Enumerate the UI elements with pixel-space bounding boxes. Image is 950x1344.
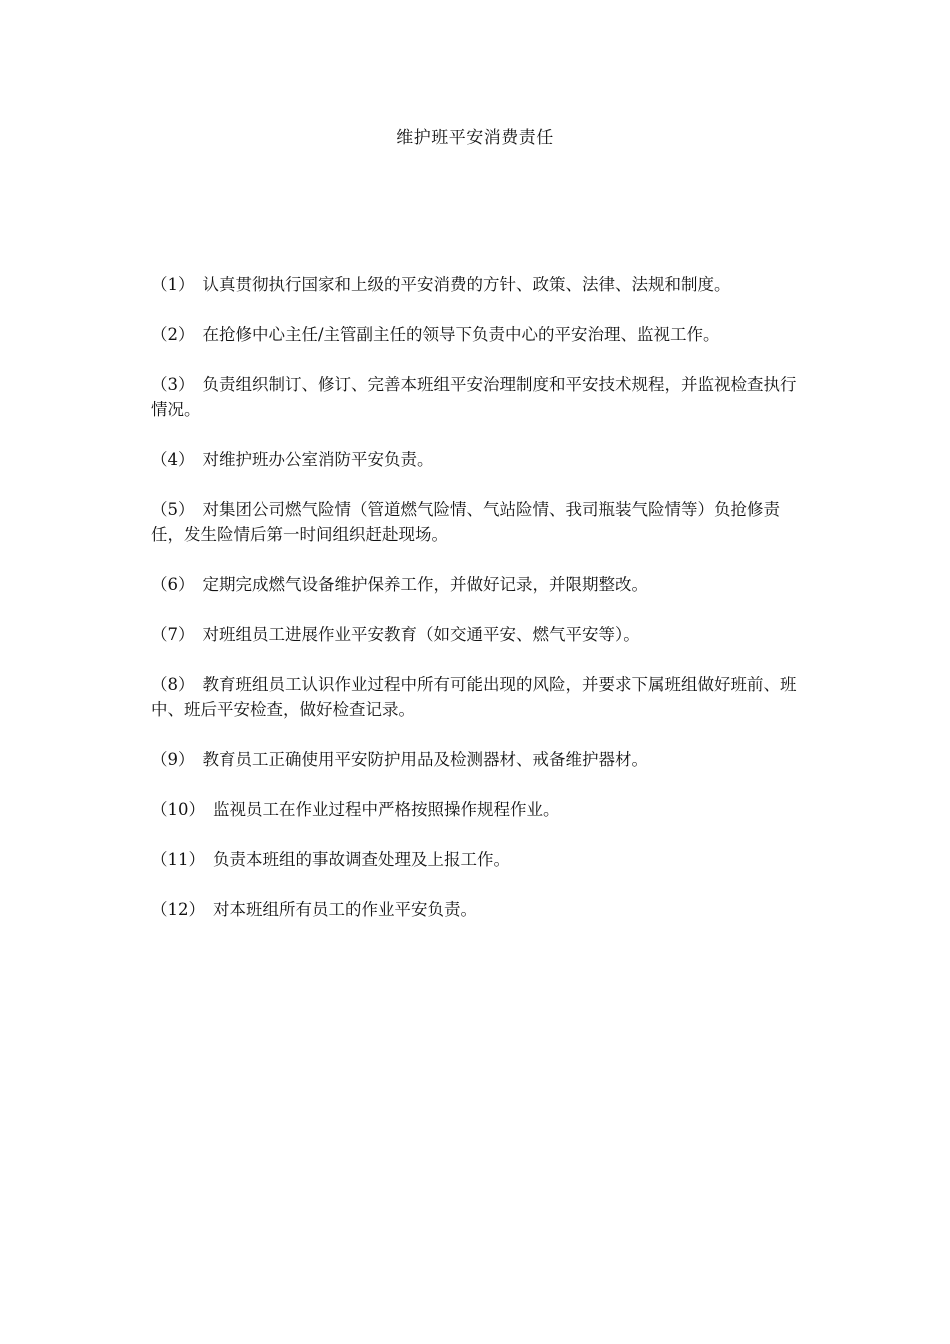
item-text: 对维护班办公室消防平安负责。 — [202, 450, 434, 469]
list-item — [151, 747, 799, 772]
list-item — [151, 497, 799, 547]
item-number: （2） — [151, 325, 195, 344]
list-item — [151, 372, 799, 422]
item-number: （5） — [151, 500, 195, 519]
item-text: 监视员工在作业过程中严格按照操作规程作业。 — [213, 800, 560, 819]
list-item — [151, 847, 799, 872]
item-number: （10） — [151, 800, 205, 819]
list-item — [151, 897, 799, 922]
responsibility-list — [151, 272, 799, 947]
item-text: 教育班组员工认识作业过程中所有可能出现的风险，并要求下属班组做好班前、班中、班后平安检查，做好检查记录。 — [151, 675, 797, 719]
item-text: 教育员工正确使用平安防护用品及检测器材、戒备维护器材。 — [202, 750, 648, 769]
item-text: 对集团公司燃气险情（管道燃气险情、气站险情、我司瓶装气险情等）负抢修责任，发生险情后第一时间组织赶赴现场。 — [151, 500, 780, 544]
item-number: （3） — [151, 375, 195, 394]
item-text: 定期完成燃气设备维护保养工作，并做好记录，并限期整改。 — [202, 575, 648, 594]
list-item — [151, 447, 799, 472]
item-text: 在抢修中心主任/主管副主任的领导下负责中心的平安治理、监视工作。 — [202, 325, 720, 344]
item-text: 对本班组所有员工的作业平安负责。 — [213, 900, 477, 919]
item-number: （4） — [151, 450, 195, 469]
item-number: （8） — [151, 675, 195, 694]
list-item — [151, 622, 799, 647]
document-title: 维护班平安消费责任 — [396, 128, 554, 148]
item-text: 负责组织制订、修订、完善本班组平安治理制度和平安技术规程，并监视检查执行情况。 — [151, 375, 797, 419]
item-number: （7） — [151, 625, 195, 644]
item-text: 负责本班组的事故调查处理及上报工作。 — [213, 850, 510, 869]
list-item — [151, 272, 799, 297]
item-number: （12） — [151, 900, 205, 919]
list-item — [151, 797, 799, 822]
list-item — [151, 572, 799, 597]
item-number: （9） — [151, 750, 195, 769]
item-number: （11） — [151, 850, 205, 869]
item-text: 对班组员工进展作业平安教育（如交通平安、燃气平安等）。 — [202, 625, 640, 644]
list-item — [151, 322, 799, 347]
item-number: （6） — [151, 575, 195, 594]
item-number: （1） — [151, 275, 195, 294]
item-text: 认真贯彻执行国家和上级的平安消费的方针、政策、法律、法规和制度。 — [202, 275, 731, 294]
list-item — [151, 672, 799, 722]
